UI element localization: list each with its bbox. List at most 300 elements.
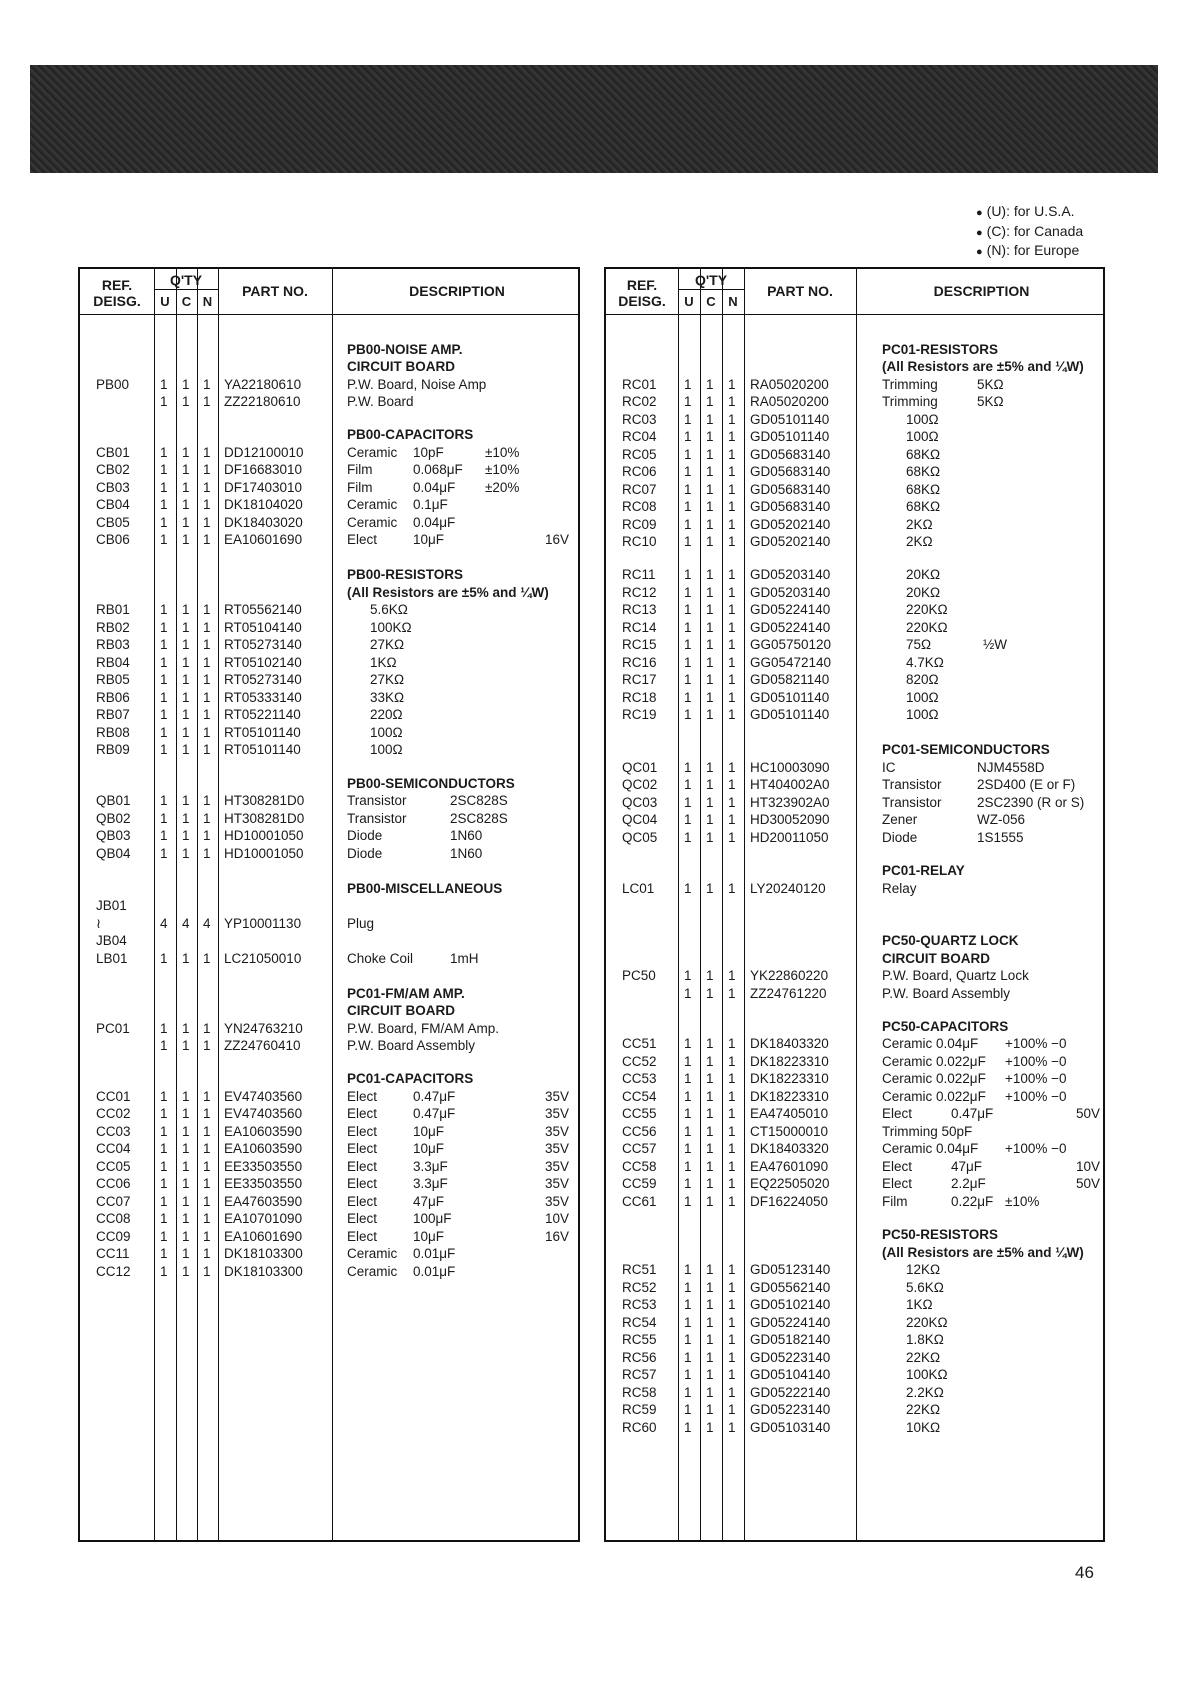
resistance-value: 100KΩ	[370, 619, 412, 635]
section-title: PB00-CAPACITORS	[347, 427, 474, 443]
qty-n: 1	[728, 794, 736, 810]
ref-designator: RC14	[622, 619, 657, 635]
description-type: Diode	[347, 828, 383, 843]
qty-n: 1	[203, 1141, 211, 1157]
part-number: HD10001050	[224, 845, 304, 861]
ref-designator: RC56	[622, 1349, 657, 1365]
qty-u: 1	[160, 828, 168, 843]
description-type: Diode	[347, 845, 383, 861]
description-type: P.W. Board Assembly	[347, 1038, 476, 1053]
part-number: EA10603590	[224, 1123, 303, 1139]
description-type: P.W. Board Assembly	[882, 985, 1011, 1001]
qty-u: 1	[684, 794, 692, 810]
qty-n: 1	[728, 1349, 736, 1365]
qty-u: 1	[160, 654, 168, 670]
qty-u: 1	[160, 1106, 168, 1122]
description-tolerance: ±10%	[485, 462, 520, 478]
qty-u: 1	[684, 567, 692, 583]
qty-n: 1	[203, 1176, 211, 1192]
qty-n: 1	[728, 499, 736, 514]
ref-designator: QB03	[96, 828, 131, 843]
qty-n: 1	[728, 1332, 736, 1347]
section-title: PC01-RESISTORS	[882, 341, 999, 357]
qty-n: 1	[728, 777, 736, 793]
part-number: EV47403560	[224, 1088, 303, 1104]
qty-c: 1	[182, 654, 190, 670]
ref-designator: RC17	[622, 672, 657, 688]
ref-designator: RC54	[622, 1314, 657, 1330]
resistance-value: 100Ω	[906, 429, 939, 444]
qty-u: 1	[160, 619, 168, 635]
qty-c: 1	[182, 1038, 190, 1053]
qty-c: 1	[182, 462, 190, 478]
part-number: RA05020200	[750, 394, 829, 409]
qty-n: 1	[728, 1193, 736, 1209]
qty-n: 1	[728, 880, 736, 896]
description-tolerance: +100% −0	[1005, 1053, 1067, 1069]
description-type: Transistor	[347, 810, 407, 826]
table-row	[80, 444, 578, 462]
qty-c: 1	[706, 1297, 714, 1312]
qty-u: 1	[684, 1419, 692, 1435]
qty-c: 1	[182, 950, 190, 966]
qty-c: 1	[182, 689, 190, 705]
part-number: HD20011050	[750, 829, 829, 845]
table-row	[80, 1140, 578, 1158]
description-type: Elect	[882, 1158, 913, 1174]
description-type: Film	[347, 479, 373, 495]
section-heading	[80, 341, 578, 359]
qty-c: 1	[182, 1228, 190, 1244]
part-number: EA10601690	[224, 1228, 303, 1244]
qty-n: 1	[728, 812, 736, 828]
part-number: HT308281D0	[224, 793, 305, 808]
table-row	[606, 1070, 1103, 1088]
qty-c: 1	[182, 742, 190, 758]
description-header: DESCRIPTION	[933, 283, 1030, 299]
table-row	[80, 1123, 578, 1141]
table-row	[606, 411, 1103, 429]
qty-u: 1	[684, 1158, 692, 1174]
qty-c: 1	[182, 1158, 190, 1174]
description-value: 0.47μF	[951, 1106, 994, 1122]
qty-u: 1	[160, 1263, 168, 1279]
qty-n: 1	[728, 481, 736, 497]
qty-n: 1	[728, 707, 736, 723]
ref-designator: RC13	[622, 602, 657, 618]
qty-c: 1	[182, 793, 190, 808]
part-no-header: PART NO.	[242, 283, 308, 299]
part-number: GD05103140	[750, 1419, 831, 1435]
qty-u-header: U	[160, 294, 170, 309]
section-heading	[80, 566, 578, 584]
part-number: YP10001130	[224, 915, 302, 931]
legend-usa: ● (U): for U.S.A.	[976, 203, 1083, 223]
qty-u: 1	[160, 532, 168, 548]
resistance-value: 4.7KΩ	[906, 654, 944, 670]
ref-designator: QB02	[96, 810, 131, 826]
qty-c: 1	[706, 481, 714, 497]
table-row	[80, 1020, 578, 1038]
description-type: Ceramic	[347, 1263, 398, 1279]
description-model: 2SC2390 (R or S)	[977, 794, 1085, 810]
resistance-value: 220KΩ	[906, 619, 948, 635]
qty-n: 1	[728, 1158, 736, 1174]
section-heading	[606, 862, 1103, 880]
qty-u: 1	[684, 534, 692, 549]
qty-c: 1	[706, 1106, 714, 1122]
ref-header: REF. DEISG.	[93, 277, 141, 309]
qty-c: 1	[182, 602, 190, 618]
qty-u: 1	[684, 376, 692, 392]
description-type: Elect	[347, 1228, 378, 1244]
section-heading	[80, 426, 578, 444]
resistance-value: 100Ω	[906, 689, 939, 705]
section-title: CIRCUIT BOARD	[347, 359, 455, 374]
part-number: GD05202140	[750, 534, 831, 549]
section-title: PC01-RELAY	[882, 863, 965, 878]
table-row	[606, 1140, 1103, 1158]
description-tolerance: +100% −0	[1005, 1071, 1067, 1087]
qty-u: 1	[684, 777, 692, 793]
part-number: GD05102140	[750, 1297, 831, 1312]
ref-designator: CC02	[96, 1106, 131, 1122]
description-type: Elect	[882, 1176, 913, 1192]
qty-c: 1	[182, 707, 190, 723]
ref-designator: CC11	[96, 1246, 130, 1262]
qty-c: 1	[706, 968, 714, 983]
ref-designator: CC51	[622, 1036, 657, 1052]
qty-c: 1	[182, 1088, 190, 1104]
ref-designator: PB00	[96, 376, 130, 392]
part-number: ZZ24761220	[750, 985, 827, 1001]
qty-c: 1	[706, 602, 714, 618]
description-tolerance: +100% −0	[1005, 1036, 1067, 1052]
qty-n: 1	[203, 602, 211, 618]
description-model: WZ-056	[977, 812, 1026, 828]
table-row	[80, 915, 578, 933]
qty-n: 1	[728, 464, 736, 479]
description-value: 0.04μF	[413, 514, 456, 530]
qty-c: 1	[706, 689, 714, 705]
table-row	[606, 1279, 1103, 1297]
part-number: HT323902A0	[750, 794, 830, 810]
table-row	[606, 1105, 1103, 1123]
ref-designator: LC01	[622, 880, 655, 896]
qty-c: 1	[706, 1314, 714, 1330]
qty-u: 1	[684, 707, 692, 723]
table-row	[606, 880, 1103, 898]
description-type: Trimming 50pF	[882, 1123, 973, 1139]
qty-n: 1	[203, 497, 211, 513]
qty-c: 1	[706, 567, 714, 583]
table-row	[606, 516, 1103, 534]
qty-u: 1	[684, 812, 692, 828]
qty-u: 1	[160, 707, 168, 723]
qty-n: 1	[203, 828, 211, 843]
table-row	[80, 932, 578, 950]
table-row	[80, 1088, 578, 1106]
qty-c: 1	[182, 479, 190, 495]
qty-u: 1	[160, 845, 168, 861]
qty-n: 1	[728, 1367, 736, 1382]
description-type: Transistor	[882, 794, 942, 810]
section-title: (All Resistors are ±5% and ¼W)	[347, 584, 549, 600]
qty-u: 1	[684, 1053, 692, 1069]
qty-n: 1	[203, 793, 211, 808]
qty-header: Q'TY	[694, 272, 728, 288]
part-number: GD05223140	[750, 1402, 831, 1417]
table-row	[606, 463, 1103, 481]
description-value: 0.01μF	[413, 1263, 456, 1279]
part-number: EA47601090	[750, 1158, 829, 1174]
description-type: Ceramic	[347, 514, 398, 530]
part-number: HT404002A0	[750, 777, 830, 793]
qty-c: 1	[706, 1176, 714, 1192]
description-value: 10pF	[413, 444, 444, 460]
qty-c: 1	[706, 446, 714, 462]
part-number: HD30052090	[750, 812, 830, 828]
qty-c: 1	[706, 499, 714, 514]
section-title: CIRCUIT BOARD	[347, 1003, 455, 1018]
part-number: DK18223310	[750, 1071, 829, 1087]
ref-designator: RB01	[96, 602, 130, 618]
part-number: RT05101140	[224, 724, 301, 740]
description-tolerance: +100% −0	[1005, 1141, 1067, 1157]
qty-u: 1	[160, 1158, 168, 1174]
part-number: DF16683010	[224, 462, 303, 478]
qty-n: 1	[728, 1036, 736, 1052]
description-value: 0.01μF	[413, 1246, 456, 1262]
section-title: PB00-MISCELLANEOUS	[347, 880, 503, 896]
table-row	[80, 810, 578, 828]
qty-c: 1	[706, 376, 714, 392]
qty-u: 1	[160, 1176, 168, 1192]
description-value: 47μF	[413, 1193, 445, 1209]
wattage: ½W	[983, 637, 1008, 653]
resistance-value: 100Ω	[370, 724, 403, 740]
table-row	[80, 461, 578, 479]
ref-designator: RC60	[622, 1419, 657, 1435]
qty-c: 1	[182, 376, 190, 392]
qty-c: 1	[706, 1123, 714, 1139]
qty-u: 1	[684, 516, 692, 532]
table-row	[80, 1228, 578, 1246]
qty-n: 1	[203, 514, 211, 530]
part-number: LC21050010	[224, 950, 302, 966]
part-number: EA47405010	[750, 1106, 829, 1122]
description-type: Elect	[347, 1106, 378, 1122]
qty-n-header: N	[202, 294, 213, 309]
qty-c: 1	[706, 516, 714, 532]
table-row	[606, 794, 1103, 812]
qty-u: 1	[160, 742, 168, 758]
table-row	[80, 1105, 578, 1123]
qty-c: 1	[706, 534, 714, 549]
section-heading	[80, 1070, 578, 1088]
part-number: ZZ22180610	[224, 394, 301, 409]
description-type: Ceramic	[347, 497, 398, 513]
qty-n: 1	[728, 689, 736, 705]
description-voltage: 50V	[1076, 1106, 1101, 1122]
resistance-value: 10KΩ	[906, 1419, 941, 1435]
description-voltage: 35V	[545, 1088, 570, 1104]
table-row	[80, 1210, 578, 1228]
part-number: RT05101140	[224, 742, 301, 758]
resistance-value: 5.6KΩ	[906, 1279, 944, 1295]
table-row	[606, 1349, 1103, 1367]
table-row	[606, 1331, 1103, 1349]
ref-designator: RC18	[622, 689, 657, 705]
ref-designator: CB03	[96, 479, 130, 495]
qty-c: 1	[706, 985, 714, 1001]
table-row	[80, 376, 578, 394]
qty-c: 4	[182, 915, 190, 931]
description-voltage: 35V	[545, 1106, 570, 1122]
part-number: DK18103300	[224, 1246, 303, 1262]
section-title: PC50-QUARTZ LOCK	[882, 933, 1019, 948]
description-value: 2.2μF	[951, 1176, 986, 1192]
ref-designator: CC12	[96, 1263, 131, 1279]
section-heading	[80, 584, 578, 602]
qty-n: 1	[728, 1314, 736, 1330]
ref-designator: CB02	[96, 462, 130, 478]
ref-designator: RB02	[96, 619, 130, 635]
qty-c: 1	[706, 1332, 714, 1347]
description-type: Zener	[882, 812, 918, 828]
qty-c: 1	[706, 394, 714, 409]
table-row	[80, 897, 578, 915]
qty-n: 1	[728, 429, 736, 444]
description-tolerance: ±20%	[485, 479, 520, 495]
resistance-value: 100Ω	[906, 707, 939, 723]
description-type: Elect	[347, 532, 378, 548]
qty-c: 1	[182, 532, 190, 548]
resistance-value: 1KΩ	[370, 654, 397, 670]
ref-designator: RC06	[622, 464, 657, 479]
description-model: 2SD400 (E or F)	[977, 777, 1076, 793]
part-number: YN24763210	[224, 1020, 303, 1036]
description-type: Elect	[347, 1088, 378, 1104]
qty-header: Q'TY	[169, 272, 203, 288]
qty-c: 1	[182, 444, 190, 460]
qty-u: 1	[160, 1228, 168, 1244]
qty-n: 1	[728, 584, 736, 600]
description-value: 3.3μF	[413, 1158, 448, 1174]
qty-n: 1	[728, 829, 736, 845]
qty-u: 1	[684, 985, 692, 1001]
qty-u: 1	[684, 1088, 692, 1104]
qty-c: 1	[182, 810, 190, 826]
description-value: 0.04μF	[413, 479, 456, 495]
ref-designator: CC03	[96, 1123, 131, 1139]
qty-c: 1	[706, 1384, 714, 1400]
qty-u: 1	[160, 1088, 168, 1104]
ref-designator: CC58	[622, 1158, 657, 1174]
table-row	[80, 1193, 578, 1211]
table-row	[80, 601, 578, 619]
ref-designator: JB04	[96, 933, 127, 948]
qty-c: 1	[706, 1036, 714, 1052]
qty-n: 1	[203, 1158, 211, 1174]
qty-c: 1	[706, 1419, 714, 1435]
qty-c: 1	[706, 1279, 714, 1295]
description-voltage: 16V	[545, 532, 570, 548]
table-row	[80, 689, 578, 707]
description-value: 3.3μF	[413, 1176, 448, 1192]
ref-designator: RC11	[622, 567, 656, 583]
ref-designator: RB04	[96, 654, 130, 670]
table-row	[80, 827, 578, 845]
section-title: (All Resistors are ±5% and ¼W)	[882, 1244, 1084, 1260]
resistance-value: 22KΩ	[906, 1402, 941, 1417]
resistance-value: 33KΩ	[370, 689, 405, 705]
description-model: 5KΩ	[977, 376, 1004, 392]
description-voltage: 35V	[545, 1158, 570, 1174]
resistance-value: 1.8KΩ	[906, 1332, 944, 1347]
part-number: EA10603590	[224, 1141, 303, 1157]
qty-u: 1	[684, 880, 692, 896]
qty-n: 1	[728, 602, 736, 618]
table-row	[80, 1245, 578, 1263]
ref-designator: CC54	[622, 1088, 657, 1104]
qty-u: 1	[684, 637, 692, 653]
table-row	[606, 533, 1103, 551]
qty-c: 1	[182, 514, 190, 530]
part-number: EA47603590	[224, 1193, 303, 1209]
ref-header: REF. DEISG.	[618, 277, 666, 309]
table-row	[606, 1261, 1103, 1279]
table-row	[606, 1193, 1103, 1211]
qty-u: 1	[684, 968, 692, 983]
qty-n: 1	[728, 672, 736, 688]
resistance-value: 27KΩ	[370, 672, 405, 688]
description-type: Ceramic 0.022μF	[882, 1071, 986, 1087]
description-tolerance: ±10%	[485, 444, 520, 460]
ref-designator: RC03	[622, 411, 657, 427]
ref-designator: QC03	[622, 794, 658, 810]
part-number: RT05104140	[224, 619, 302, 635]
part-number: GD05203140	[750, 584, 831, 600]
part-number: GD05224140	[750, 1314, 831, 1330]
description-model: NJM4558D	[977, 759, 1045, 775]
table-row	[606, 811, 1103, 829]
qty-c: 1	[706, 1402, 714, 1417]
resistance-value: 12KΩ	[906, 1262, 941, 1277]
qty-c: 1	[706, 411, 714, 427]
ref-designator: QC02	[622, 777, 658, 793]
part-number: RT05333140	[224, 689, 302, 705]
qty-n: 1	[203, 672, 211, 688]
qty-u: 1	[160, 479, 168, 495]
ref-designator: RC19	[622, 707, 657, 723]
qty-c: 1	[706, 777, 714, 793]
part-no-header: PART NO.	[767, 283, 833, 299]
part-number: DK18223310	[750, 1088, 829, 1104]
part-number: GD05683140	[750, 464, 831, 479]
qty-u: 1	[684, 481, 692, 497]
description-model: 1S1555	[977, 829, 1024, 845]
description-value: 47μF	[951, 1158, 983, 1174]
ref-designator: RC16	[622, 654, 657, 670]
table-row	[80, 1037, 578, 1055]
ref-designator: QC01	[622, 759, 658, 775]
table-row	[80, 479, 578, 497]
section-title: CIRCUIT BOARD	[882, 950, 990, 966]
qty-c: 1	[706, 1367, 714, 1382]
part-number: DK18104020	[224, 497, 303, 513]
ref-designator: JB01	[96, 898, 127, 913]
